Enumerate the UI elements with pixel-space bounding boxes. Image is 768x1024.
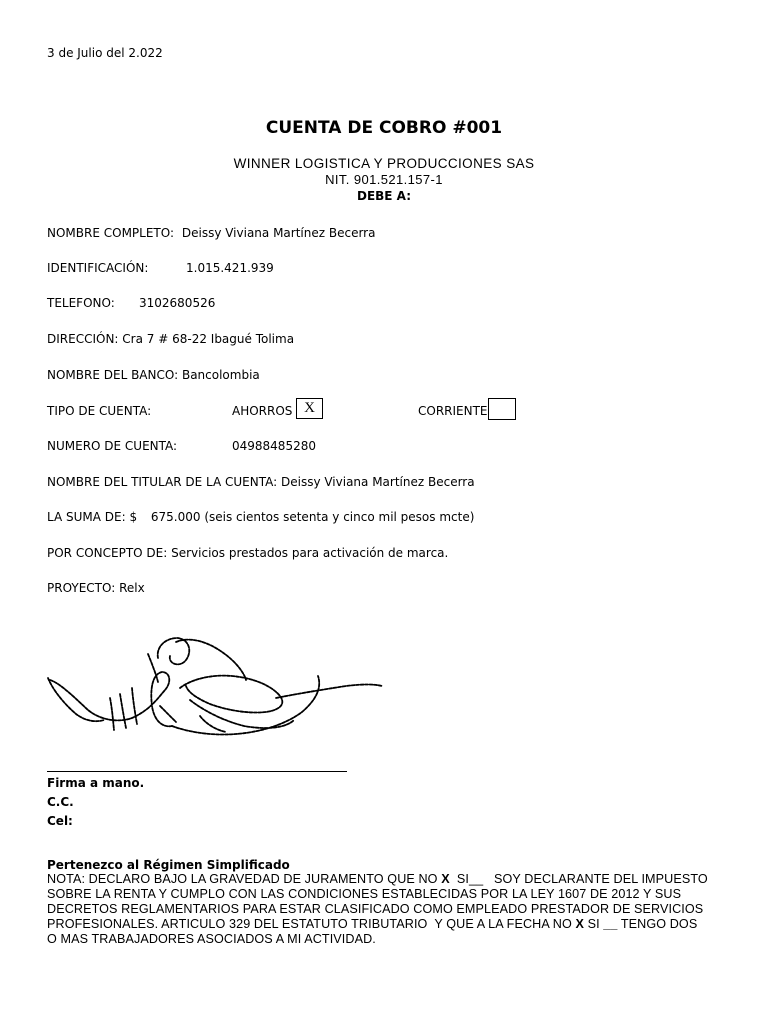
bank-row [47,368,260,382]
note-line-5: O MAS TRABAJADORES ASOCIADOS A MI ACTIVIDAD. [47,932,376,946]
document-title: CUENTA DE COBRO #001 [265,118,503,138]
concept-label: POR CONCEPTO DE: [47,546,168,560]
note-line-1 [47,872,737,887]
identification-value: 1.015.421.939 [186,261,274,275]
note-line-4 [47,917,737,932]
note-line-4-mark: X [575,917,584,931]
bank-label: NOMBRE DEL BANCO: [47,368,179,382]
checking-checkbox[interactable] [488,398,516,420]
savings-checkbox[interactable]: X [296,398,323,419]
note-line-2: SOBRE LA RENTA Y CUMPLO CON LAS CONDICIONES ESTABLECIDAS POR LA LEY 1607 DE 2012 Y SUS [47,887,682,901]
phone-label: TELEFONO: [47,296,115,310]
amount-row [47,510,474,524]
document-date: 3 de Julio del 2.022 [47,46,163,60]
account-holder-value: Deissy Viviana Martínez Becerra [280,475,475,489]
signature-line [47,771,347,772]
concept-row [47,546,448,560]
cc-label: C.C. [47,795,74,809]
address-row [47,332,294,346]
identification-label: IDENTIFICACIÓN: [47,261,149,275]
company-name: WINNER LOGISTICA Y PRODUCCIONES SAS [233,156,535,171]
bank-value: Bancolombia [181,368,260,382]
signature-caption: Firma a mano. [47,776,145,790]
account-type-label: TIPO DE CUENTA: [47,404,152,418]
address-value: Cra 7 # 68-22 Ibagué Tolima [122,332,295,346]
amount-label: LA SUMA DE: $ [47,510,138,524]
cel-label: Cel: [47,814,73,828]
savings-label: AHORROS [232,404,293,418]
note-line-1-text: NOTA: DECLARO BAJO LA GRAVEDAD DE JURAMENTO QUE NO [47,872,442,886]
account-number-label: NUMERO DE CUENTA: [47,439,178,453]
account-number-value: 04988485280 [232,439,316,453]
amount-value: 675.000 (seis cientos setenta y cinco mil pesos mcte) [150,510,475,524]
note-line-3: DECRETOS REGLAMENTARIOS PARA ESTAR CLASIFICADO COMO EMPLEADO PRESTADOR DE SERVICIOS [47,902,704,916]
note-line-4-tail: TENGO DOS [617,917,698,931]
concept-value: Servicios prestados para activación de marca. [171,546,449,560]
regime-heading: Pertenezco al Régimen Simplificado [47,858,290,872]
company-nit: NIT. 901.521.157-1 [325,172,443,187]
handwritten-signature [40,628,390,758]
note-line-1-tail: SI__ SOY DECLARANTE DEL IMPUESTO [449,872,708,886]
project-row [47,581,145,595]
address-label: DIRECCIÓN: [47,332,119,346]
note-line-1-mark: X [441,872,450,886]
phone-value: 3102680526 [139,296,216,310]
note-body [47,872,737,947]
project-value: Relx [119,581,145,595]
note-line-4-blank: __ [603,917,618,931]
account-holder-label: NOMBRE DEL TITULAR DE LA CUENTA: [47,475,278,489]
full-name-label: NOMBRE COMPLETO: [47,226,175,240]
owes-to-heading: DEBE A: [357,189,411,203]
full-name-value: Deissy Viviana Martínez Becerra [181,226,376,240]
note-line-4-text: PROFESIONALES. ARTICULO 329 DEL ESTATUTO TRIBUTARIO Y QUE A LA FECHA NO [47,917,576,931]
checking-label: CORRIENTE [418,404,488,418]
note-line-4-si: SI [583,917,604,931]
project-label: PROYECTO: [47,581,116,595]
full-name-row [47,226,375,240]
tax-regime-note [47,858,737,947]
account-holder-row [47,475,475,489]
